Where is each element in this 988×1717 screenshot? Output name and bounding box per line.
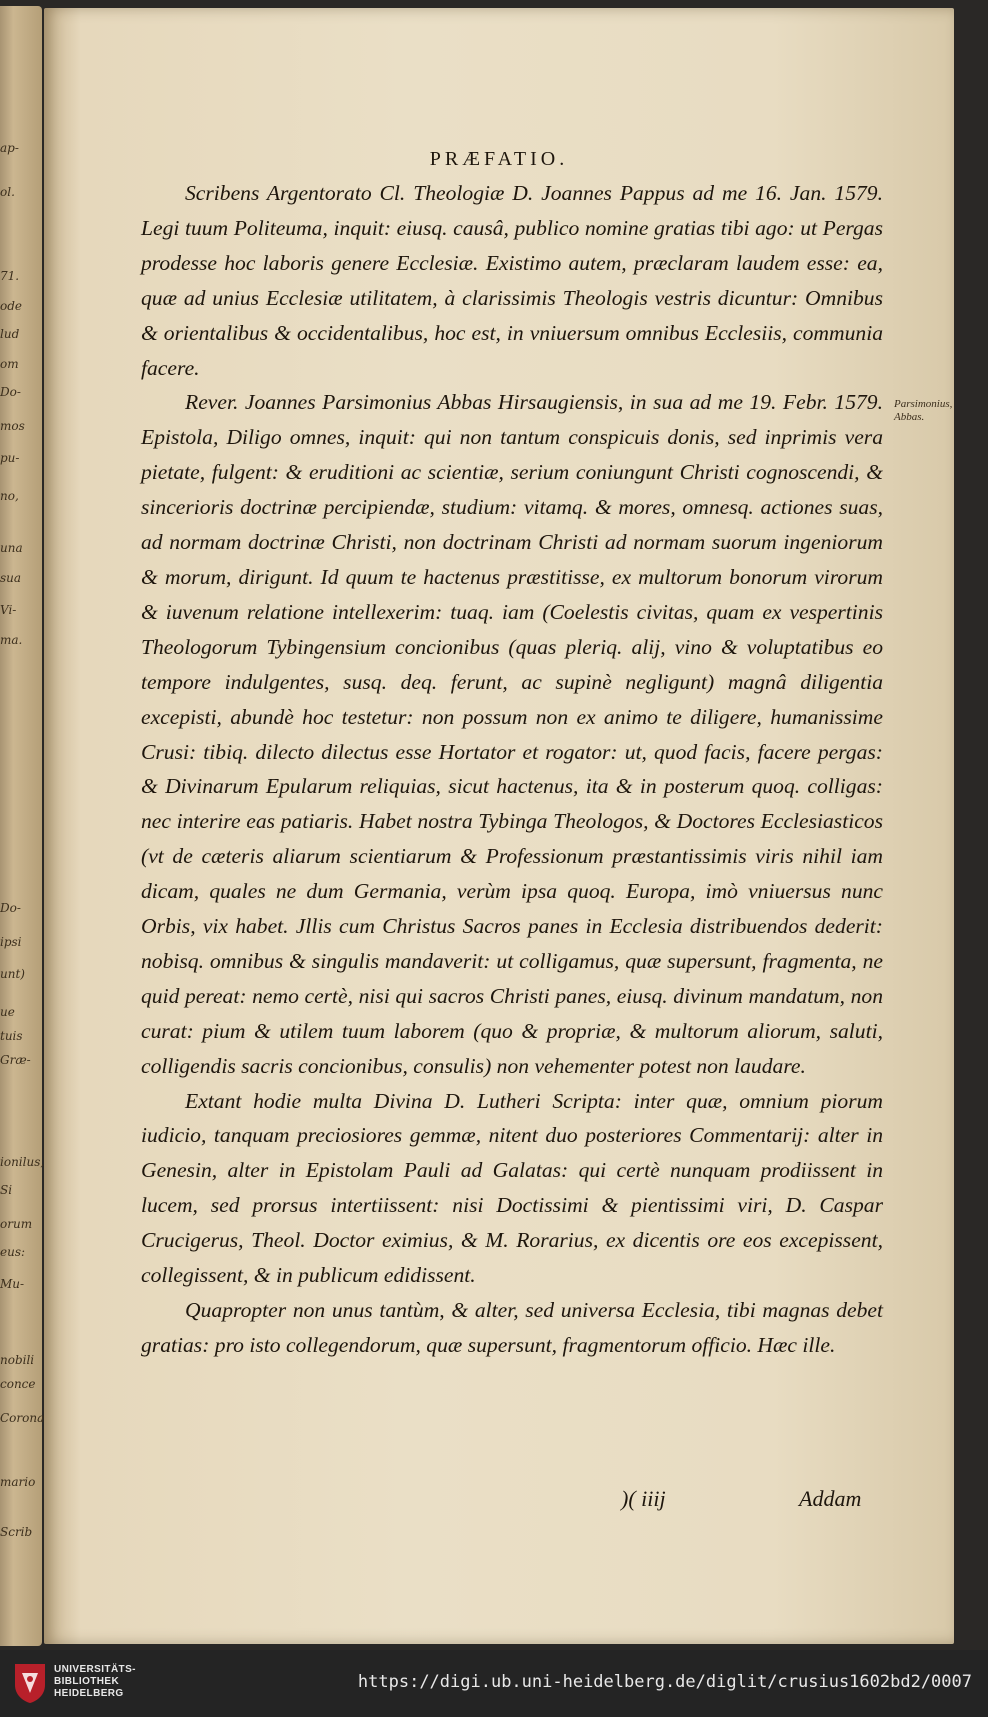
facing-fragment: Mu- bbox=[0, 1277, 25, 1291]
facing-fragment: Vi- bbox=[0, 603, 17, 617]
facing-fragment: 71. bbox=[0, 269, 20, 283]
paragraph: Rever. Joannes Parsimonius Abbas Hirsaugiensis, in sua ad me 19. Febr. 1579. Epistola, Diligo omnes, inquit: qui non tantum conspicuis donis, sed inprimis vera pietate, fulgent: & eruditioni ac scientiæ, serium coniungunt Christi cognoscendi, & sincerioris doctrinæ percipiendæ, studium: vitamq. & mores, omnesq. actiones suas, ad normam doctrinæ Christi, non doctrinam Christi ad normam suorum ingeniorum & morum, dirigunt. Id quum te hactenus præstitisse, ex multorum bonorum virorum & iuvenum relatione intellexerim: tuaq. iam (Coelestis civitas, quam ex vespertinis Theologorum Tybingensium concionibus (quas pleriq. alij, vino & voluptatibus eo tempore indulgentes, susq. deq. ferunt, ac supinè negligunt) magnâ diligentia excepisti, abundè hoc testetur: non possum non ex animo te diligere, humanissime Crusi: tibiq. dilecto dilectus esse Hortator et rogator: ut, quod facis, facere pergas: & Divinarum Epularum reliquias, sicut hactenus, ita & in posterum quoq. colligas: nec interire eas patiaris. Habet nostra Tybinga Theologos, & Doctores Ecclesiasticos (vt de cæteris aliarum scientiarum & Professionum præstantissimis viris nihil iam dicam, quales ne dum Germania, verùm ipsa quoq. Europa, imò vniuersus nunc Orbis, vix habet. Jllis cum Christus Sacros panes in Ecclesia distribuendos dederit: nobisq. omnibus & singulis mandaverit: ut colligamus, quæ supersunt, fragmenta, ne quid pereat: nemo certè, nisi qui sacros Christi panes, eiusq. divinum mandatum, non curat: pium & utilem tuum laborem (quo & propriæ, & multorum aliorum, saluti, colligendis sacris concionibus, consulis) non vehementer potest non laudare. bbox=[141, 390, 883, 1078]
facing-fragment: ol. bbox=[0, 185, 15, 199]
facing-fragment: mos bbox=[0, 419, 25, 433]
facing-fragment: ionilus, bbox=[0, 1155, 45, 1169]
paragraph: Quapropter non unus tantùm, & alter, sed universa Ecclesia, tibi magnas debet gratias: pro isto collegendorum, quæ supersunt, fragmentorum officio. Hæc ille. bbox=[141, 1298, 883, 1357]
facing-fragment: Scrib bbox=[0, 1525, 33, 1539]
facing-fragment: una bbox=[0, 541, 23, 555]
library-name-line: HEIDELBERG bbox=[54, 1688, 124, 1699]
facing-fragment: Corona bbox=[0, 1411, 45, 1425]
paragraph: Scribens Argentorato Cl. Theologiæ D. Joannes Pappus ad me 16. Jan. 1579. Legi tuum Politeuma, inquit: eiusq. causâ, publico nomine gratias tibi ago: ut Pergas prodesse hoc laboris genere Ecclesiæ. Existimo autem, præclaram laudem esse: ea, quæ ad unius Ecclesiæ utilitatem, à clarissimis Theologis vestris dicuntur: Omnibus & orientalibus & occidentalibus, hoc est, in vniuersum omnibus Ecclesiis, communia facere. bbox=[141, 181, 883, 380]
facing-fragment: eus: bbox=[0, 1245, 26, 1259]
facing-fragment: ap- bbox=[0, 141, 19, 155]
book-page bbox=[44, 8, 954, 1644]
facing-fragment: no, bbox=[0, 489, 19, 503]
facing-fragment: sua bbox=[0, 571, 22, 585]
catchword: Addam bbox=[799, 1486, 862, 1511]
facing-fragment: Si bbox=[0, 1183, 13, 1197]
permalink-url[interactable]: https://digi.ub.uni-heidelberg.de/diglit/crusius1602bd2/0007 bbox=[357, 1672, 972, 1692]
facing-fragment: om bbox=[0, 357, 19, 371]
facing-fragment: ma. bbox=[0, 633, 23, 647]
facing-fragment: unt) bbox=[0, 967, 25, 981]
library-name-line: UNIVERSITÄTS- bbox=[54, 1664, 136, 1675]
facing-fragment: pu- bbox=[0, 451, 20, 465]
facing-fragment: ode bbox=[0, 299, 23, 313]
facing-fragment: ipsi bbox=[0, 935, 22, 949]
facing-fragment: Do- bbox=[0, 901, 21, 915]
viewer-footer bbox=[0, 1650, 988, 1717]
university-seal-icon bbox=[12, 1661, 48, 1705]
facing-fragment: Do- bbox=[0, 385, 21, 399]
running-head: PRÆFATIO. bbox=[429, 148, 569, 170]
facing-fragment: lud bbox=[0, 327, 20, 341]
facing-fragment: conce bbox=[0, 1377, 36, 1391]
facing-fragment: tuis bbox=[0, 1029, 23, 1043]
facing-page-edge bbox=[0, 6, 45, 1646]
library-name bbox=[54, 1664, 136, 1700]
page-body bbox=[141, 176, 883, 1363]
facing-fragment: mario bbox=[0, 1475, 36, 1489]
library-name-line: BIBLIOTHEK bbox=[54, 1676, 120, 1687]
facing-fragment: nobili bbox=[0, 1353, 35, 1367]
facing-page-fragments bbox=[0, 6, 45, 1646]
margin-note: Parsimonius, Abbas. bbox=[894, 398, 953, 423]
facing-fragment: Græ- bbox=[0, 1053, 31, 1067]
facing-fragment: orum bbox=[0, 1217, 33, 1231]
facing-fragment: ue bbox=[0, 1005, 15, 1019]
paragraph: Extant hodie multa Divina D. Lutheri Scripta: inter quæ, omnium piorum iudicio, tanquam preciosiores gemmæ, nitent duo posteriores Commentarij: alter in Genesin, alter in Epistolam Pauli ad Galatas: qui certè nunquam prodiissent in lucem, sed prorsus intertiissent: nisi Doctissimi & pientissimi viri, D. Caspar Crucigerus, Theol. Doctor eximius, & M. Rorarius, ex dicentis ore eos excepissent, collegissent, & in publicum edidissent. bbox=[141, 1088, 883, 1288]
signature-mark: )( iiij bbox=[621, 1486, 666, 1511]
